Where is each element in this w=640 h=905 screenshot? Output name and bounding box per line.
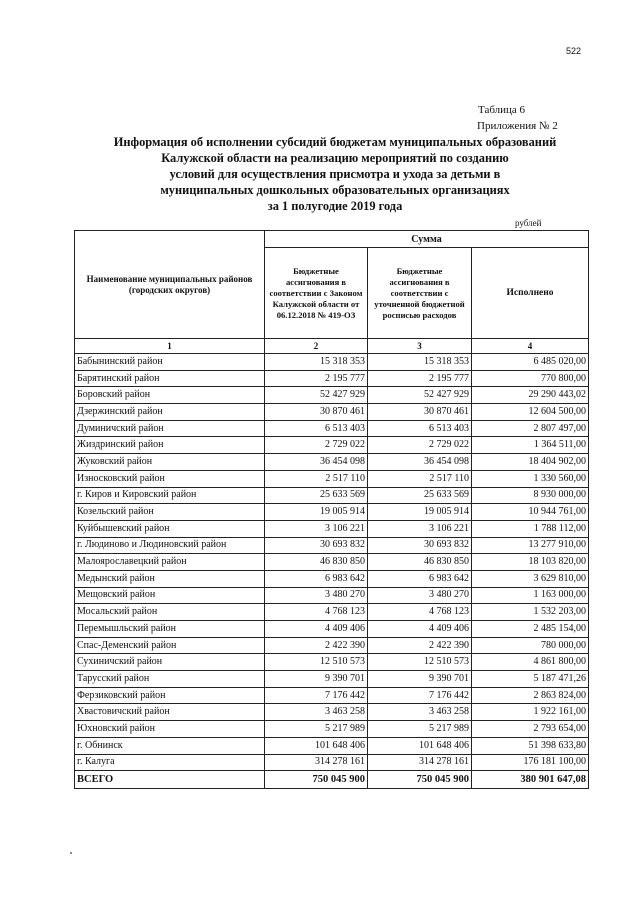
district-name: г. Киров и Кировский район	[75, 487, 265, 504]
law-allocation-value: 2 729 022	[265, 437, 368, 454]
law-allocation-value: 25 633 569	[265, 487, 368, 504]
scan-speck	[70, 852, 72, 854]
district-name: Жиздринский район	[75, 437, 265, 454]
executed-value: 12 604 500,00	[472, 404, 589, 421]
executed-value: 2 485 154,00	[472, 621, 589, 638]
district-name: Тарусский район	[75, 671, 265, 688]
refined-allocation-value: 2 517 110	[368, 470, 472, 487]
executed-value: 18 103 820,00	[472, 554, 589, 571]
title-line: муниципальных дошкольных образовательных организациях	[160, 183, 510, 197]
district-name: Думиничский район	[75, 420, 265, 437]
total-row	[75, 771, 589, 789]
table-row	[75, 671, 589, 688]
law-allocation-value: 3 480 270	[265, 587, 368, 604]
refined-allocation-value: 2 195 777	[368, 370, 472, 387]
header-col-law: Бюджетные ассигнования в соответствии с Законом Калужской области от 06.12.2018 № 419-ОЗ	[265, 248, 368, 339]
law-allocation-value: 6 513 403	[265, 420, 368, 437]
executed-value: 1 532 203,00	[472, 604, 589, 621]
header-index: 3	[368, 339, 472, 354]
refined-allocation-value: 4 409 406	[368, 621, 472, 638]
refined-allocation-value: 30 870 461	[368, 404, 472, 421]
title-line: условий для осуществления присмотра и ухода за детьми в	[169, 167, 501, 181]
refined-allocation-value: 3 480 270	[368, 587, 472, 604]
refined-allocation-value: 46 830 850	[368, 554, 472, 571]
table-row	[75, 604, 589, 621]
law-allocation-value: 314 278 161	[265, 754, 368, 771]
table-row	[75, 437, 589, 454]
total-label: ВСЕГО	[75, 771, 265, 789]
executed-value: 8 930 000,00	[472, 487, 589, 504]
table-row	[75, 520, 589, 537]
refined-allocation-value: 36 454 098	[368, 454, 472, 471]
law-allocation-value: 15 318 353	[265, 354, 368, 371]
district-name: Спас-Деменский район	[75, 637, 265, 654]
executed-value: 13 277 910,00	[472, 537, 589, 554]
header-sum-group: Сумма	[265, 231, 589, 248]
executed-value: 780 000,00	[472, 637, 589, 654]
district-name: Медынский район	[75, 570, 265, 587]
law-allocation-value: 12 510 573	[265, 654, 368, 671]
district-name: Барятинский район	[75, 370, 265, 387]
refined-allocation-value: 6 513 403	[368, 420, 472, 437]
total-law-value: 750 045 900	[265, 771, 368, 789]
table-row	[75, 721, 589, 738]
law-allocation-value: 19 005 914	[265, 504, 368, 521]
executed-value: 176 181 100,00	[472, 754, 589, 771]
table-row	[75, 420, 589, 437]
refined-allocation-value: 19 005 914	[368, 504, 472, 521]
table-row	[75, 754, 589, 771]
district-name: г. Калуга	[75, 754, 265, 771]
law-allocation-value: 4 409 406	[265, 621, 368, 638]
law-allocation-value: 3 106 221	[265, 520, 368, 537]
executed-value: 2 793 654,00	[472, 721, 589, 738]
executed-value: 2 807 497,00	[472, 420, 589, 437]
executed-value: 1 330 560,00	[472, 470, 589, 487]
total-refined-value: 750 045 900	[368, 771, 472, 789]
refined-allocation-value: 52 427 929	[368, 387, 472, 404]
page-number: 522	[566, 46, 582, 56]
executed-value: 770 800,00	[472, 370, 589, 387]
table-row	[75, 637, 589, 654]
header-col-executed: Исполнено	[472, 248, 589, 339]
table-row	[75, 537, 589, 554]
table-row	[75, 470, 589, 487]
law-allocation-value: 30 870 461	[265, 404, 368, 421]
table-row	[75, 654, 589, 671]
refined-allocation-value: 12 510 573	[368, 654, 472, 671]
law-allocation-value: 46 830 850	[265, 554, 368, 571]
table-row	[75, 554, 589, 571]
law-allocation-value: 3 463 258	[265, 704, 368, 721]
refined-allocation-value: 15 318 353	[368, 354, 472, 371]
table-row	[75, 487, 589, 504]
law-allocation-value: 4 768 123	[265, 604, 368, 621]
district-name: Жуковский район	[75, 454, 265, 471]
refined-allocation-value: 30 693 832	[368, 537, 472, 554]
district-name: г. Обнинск	[75, 737, 265, 754]
executed-value: 4 861 800,00	[472, 654, 589, 671]
table-row	[75, 387, 589, 404]
refined-allocation-value: 2 729 022	[368, 437, 472, 454]
refined-allocation-value: 101 648 406	[368, 737, 472, 754]
executed-value: 3 629 810,00	[472, 570, 589, 587]
executed-value: 1 788 112,00	[472, 520, 589, 537]
executed-value: 1 163 000,00	[472, 587, 589, 604]
executed-value: 2 863 824,00	[472, 687, 589, 704]
district-name: Мещовский район	[75, 587, 265, 604]
district-name: Мосальский район	[75, 604, 265, 621]
table-row	[75, 370, 589, 387]
district-name: Козельский район	[75, 504, 265, 521]
executed-value: 51 398 633,80	[472, 737, 589, 754]
law-allocation-value: 101 648 406	[265, 737, 368, 754]
table-row	[75, 354, 589, 371]
refined-allocation-value: 3 463 258	[368, 704, 472, 721]
district-name: Бабынинский район	[75, 354, 265, 371]
header-index: 4	[472, 339, 589, 354]
district-name: Хвастовичский район	[75, 704, 265, 721]
law-allocation-value: 7 176 442	[265, 687, 368, 704]
title-line: за 1 полугодие 2019 года	[267, 199, 403, 213]
header-name-column: Наименование муниципальных районов (городских округов)	[75, 231, 265, 339]
law-allocation-value: 9 390 701	[265, 671, 368, 688]
table-row	[75, 704, 589, 721]
total-executed-value: 380 901 647,08	[472, 771, 589, 789]
subsidy-table	[74, 230, 589, 789]
district-name: г. Людиново и Людиновский район	[75, 537, 265, 554]
table-row	[75, 504, 589, 521]
refined-allocation-value: 2 422 390	[368, 637, 472, 654]
header-col-refined: Бюджетные ассигнования в соответствии с уточненной бюджетной росписью расходов	[368, 248, 472, 339]
refined-allocation-value: 3 106 221	[368, 520, 472, 537]
district-name: Юхновский район	[75, 721, 265, 738]
table-row	[75, 621, 589, 638]
law-allocation-value: 36 454 098	[265, 454, 368, 471]
table-row	[75, 587, 589, 604]
header-index: 1	[75, 339, 265, 354]
law-allocation-value: 2 195 777	[265, 370, 368, 387]
law-allocation-value: 52 427 929	[265, 387, 368, 404]
district-name: Боровский район	[75, 387, 265, 404]
executed-value: 18 404 902,00	[472, 454, 589, 471]
table-row	[75, 737, 589, 754]
refined-allocation-value: 4 768 123	[368, 604, 472, 621]
refined-allocation-value: 25 633 569	[368, 487, 472, 504]
table-row	[75, 570, 589, 587]
law-allocation-value: 2 517 110	[265, 470, 368, 487]
executed-value: 1 364 511,00	[472, 437, 589, 454]
district-name: Ферзиковский район	[75, 687, 265, 704]
law-allocation-value: 5 217 989	[265, 721, 368, 738]
refined-allocation-value: 5 217 989	[368, 721, 472, 738]
law-allocation-value: 2 422 390	[265, 637, 368, 654]
district-name: Перемышльский район	[75, 621, 265, 638]
refined-allocation-value: 6 983 642	[368, 570, 472, 587]
law-allocation-value: 30 693 832	[265, 537, 368, 554]
document-title	[95, 134, 575, 214]
executed-value: 6 485 020,00	[472, 354, 589, 371]
executed-value: 10 944 761,00	[472, 504, 589, 521]
district-name: Износковский район	[75, 470, 265, 487]
table-row	[75, 687, 589, 704]
refined-allocation-value: 9 390 701	[368, 671, 472, 688]
table-row	[75, 404, 589, 421]
table-body	[75, 354, 589, 771]
title-line: Калужской области на реализацию мероприятий по созданию	[161, 151, 509, 165]
executed-value: 5 187 471,26	[472, 671, 589, 688]
refined-allocation-value: 7 176 442	[368, 687, 472, 704]
header-index: 2	[265, 339, 368, 354]
district-name: Сухиничский район	[75, 654, 265, 671]
executed-value: 29 290 443,02	[472, 387, 589, 404]
refined-allocation-value: 314 278 161	[368, 754, 472, 771]
table-label: Таблица 6	[478, 104, 526, 116]
law-allocation-value: 6 983 642	[265, 570, 368, 587]
table-row	[75, 454, 589, 471]
executed-value: 1 922 161,00	[472, 704, 589, 721]
appendix-label: Приложения № 2	[477, 120, 558, 132]
district-name: Куйбышевский район	[75, 520, 265, 537]
district-name: Малоярославецкий район	[75, 554, 265, 571]
units-label: рублей	[515, 218, 542, 228]
district-name: Дзержинский район	[75, 404, 265, 421]
title-line: Информация об исполнении субсидий бюджетам муниципальных образований	[113, 135, 557, 149]
